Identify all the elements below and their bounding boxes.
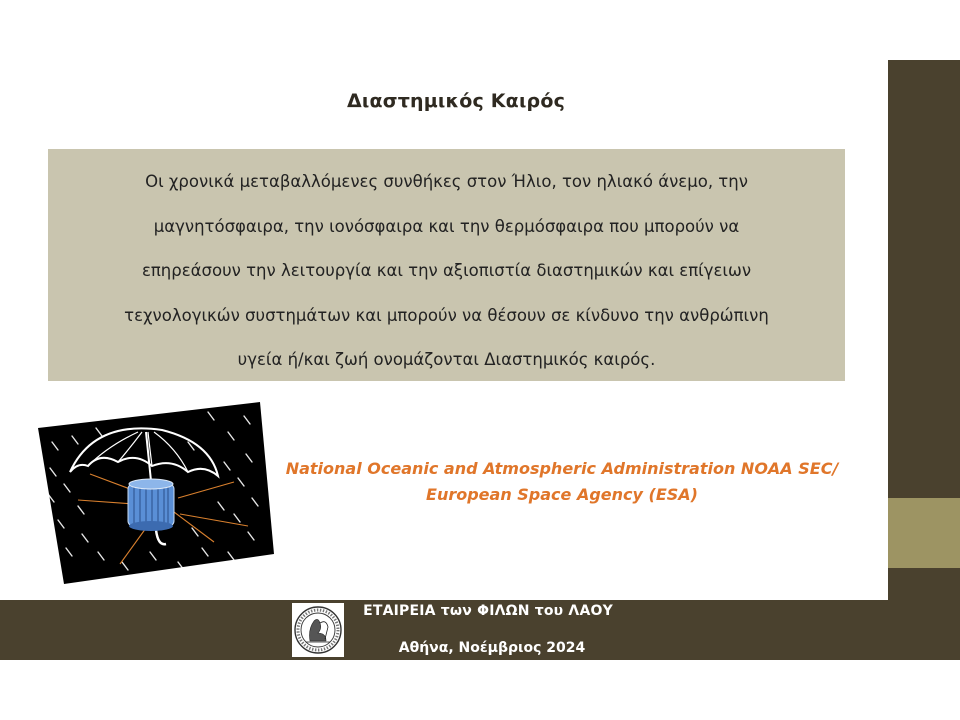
source-line-2: European Space Agency (ESA) bbox=[426, 485, 698, 504]
organization-name: ΕΤΑΙΡΕΙΑ των ΦΙΛΩΝ του ΛΑΟΥ bbox=[363, 603, 613, 619]
definition-line: υγεία ή/και ζωή ονομάζονται Διαστημικός καιρός. bbox=[237, 350, 656, 369]
slide-title: Διαστημικός Καιρός bbox=[346, 90, 566, 112]
definition-line: επηρεάσουν την λειτουργία και την αξιοπιστία διαστημικών και επίγειων bbox=[141, 261, 752, 280]
side-bar-bottom bbox=[888, 568, 960, 600]
definition-line: Οι χρονικά μεταβαλλόμενες συνθήκες στον Ήλιο, τον ηλιακό άνεμο, την bbox=[145, 172, 748, 191]
place-and-date: Αθήνα, Νοέμβριος 2024 bbox=[398, 640, 586, 656]
definition-line: τεχνολογικών συστημάτων και μπορούν να θέσουν σε κίνδυνο την ανθρώπινη bbox=[124, 305, 769, 325]
source-line-1: National Oceanic and Atmospheric Administration NOAA SEC/ bbox=[285, 459, 839, 478]
definition-line: μαγνητόσφαιρα, την ιονόσφαιρα και την θερμόσφαιρα που μπορούν να bbox=[153, 216, 740, 236]
side-bar-top bbox=[888, 60, 960, 498]
side-bar-accent bbox=[888, 498, 960, 568]
society-seal-logo bbox=[292, 603, 344, 657]
definition-text bbox=[48, 160, 845, 383]
satellite-umbrella-illustration bbox=[38, 402, 274, 584]
image-source-credit bbox=[276, 456, 848, 508]
